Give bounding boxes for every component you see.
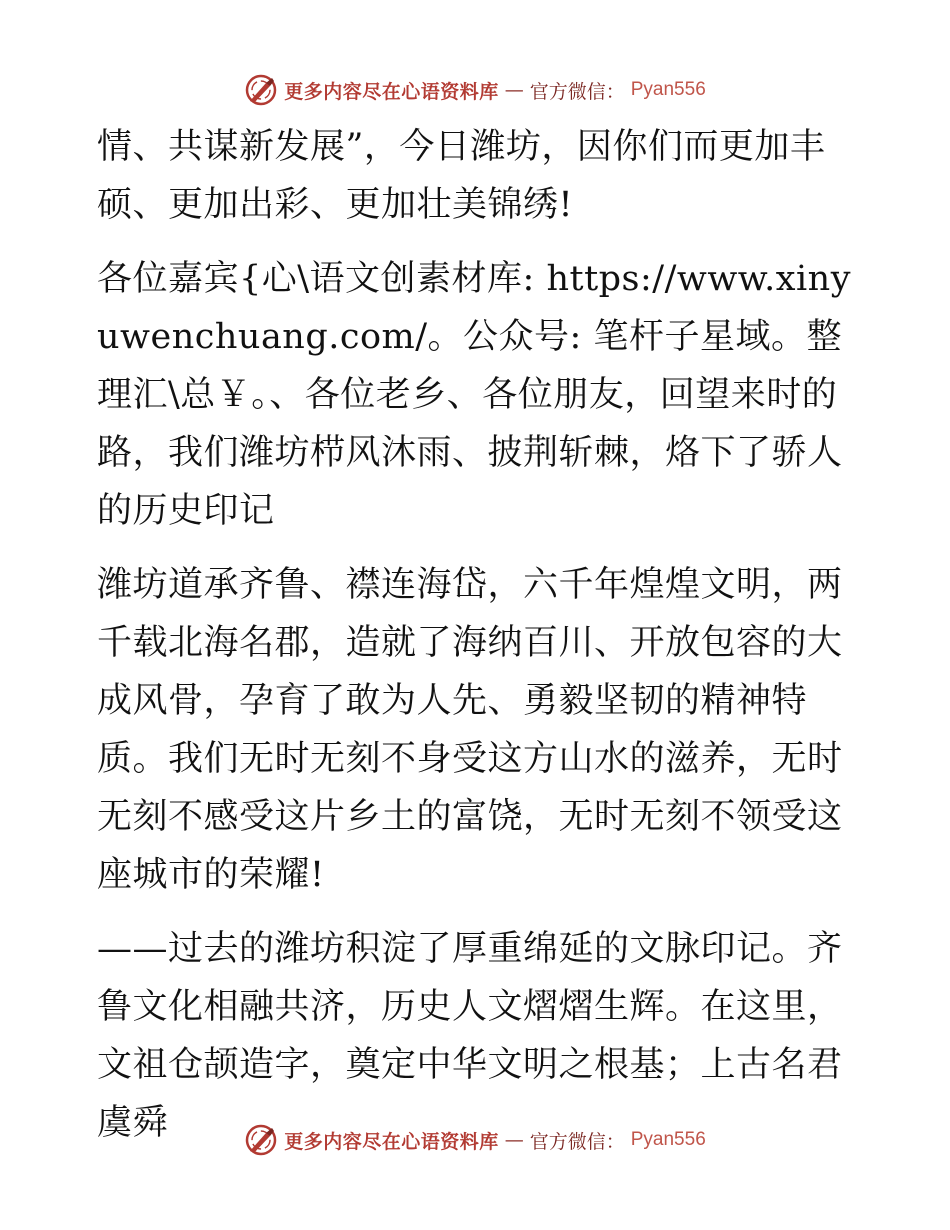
pen-logo-icon [244,73,278,107]
header-watermark [0,70,950,110]
watermark-text: 更多内容尽在心语资料库 [284,1130,499,1153]
paragraph-3: 潍坊道承齐鲁、襟连海岱，六千年煌煌文明，两千载北海名郡，造就了海纳百川、开放包容的大成风骨，孕育了敢为人先、勇毅坚韧的精神特质。我们无时无刻不身受这方山水的滋养，无时无刻不感受这片乡土的富饶，无时无刻不领受这座城市的荣耀! [97,565,843,895]
watermark-text: 更多内容尽在心语资料库 [284,80,499,103]
paragraph-2: 各位嘉宾{心\语文创素材库: https://www.xinyuwenchuang.com/。公众号: 笔杆子星域。整理汇\总￥。、各位老乡、各位朋友，回望来时的路，我们潍坊栉风沐雨、披荆斩棘，烙下了骄人的历史印记 [97,259,851,531]
watermark-account: Pyan556 [630,79,706,100]
watermark-suffix: 官方微信： [529,80,625,103]
paragraph-1: 情、共谋新发展”，今日潍坊，因你们而更加丰硕、更加出彩、更加壮美锦绣! [97,127,826,225]
document-body [97,118,857,1152]
footer-watermark [0,1120,950,1160]
watermark-account: Pyan556 [630,1129,706,1150]
watermark-dash: — [504,1129,524,1151]
watermark-suffix: 官方微信： [529,1130,625,1153]
paragraph-4: ——过去的潍坊积淀了厚重绵延的文脉印记。齐鲁文化相融共济，历史人文熠熠生辉。在这里，文祖仓颉造字，奠定中华文明之根基；上古名君虞舜 [97,929,843,1143]
watermark-dash: — [504,79,524,101]
pen-logo-icon [244,1123,278,1157]
